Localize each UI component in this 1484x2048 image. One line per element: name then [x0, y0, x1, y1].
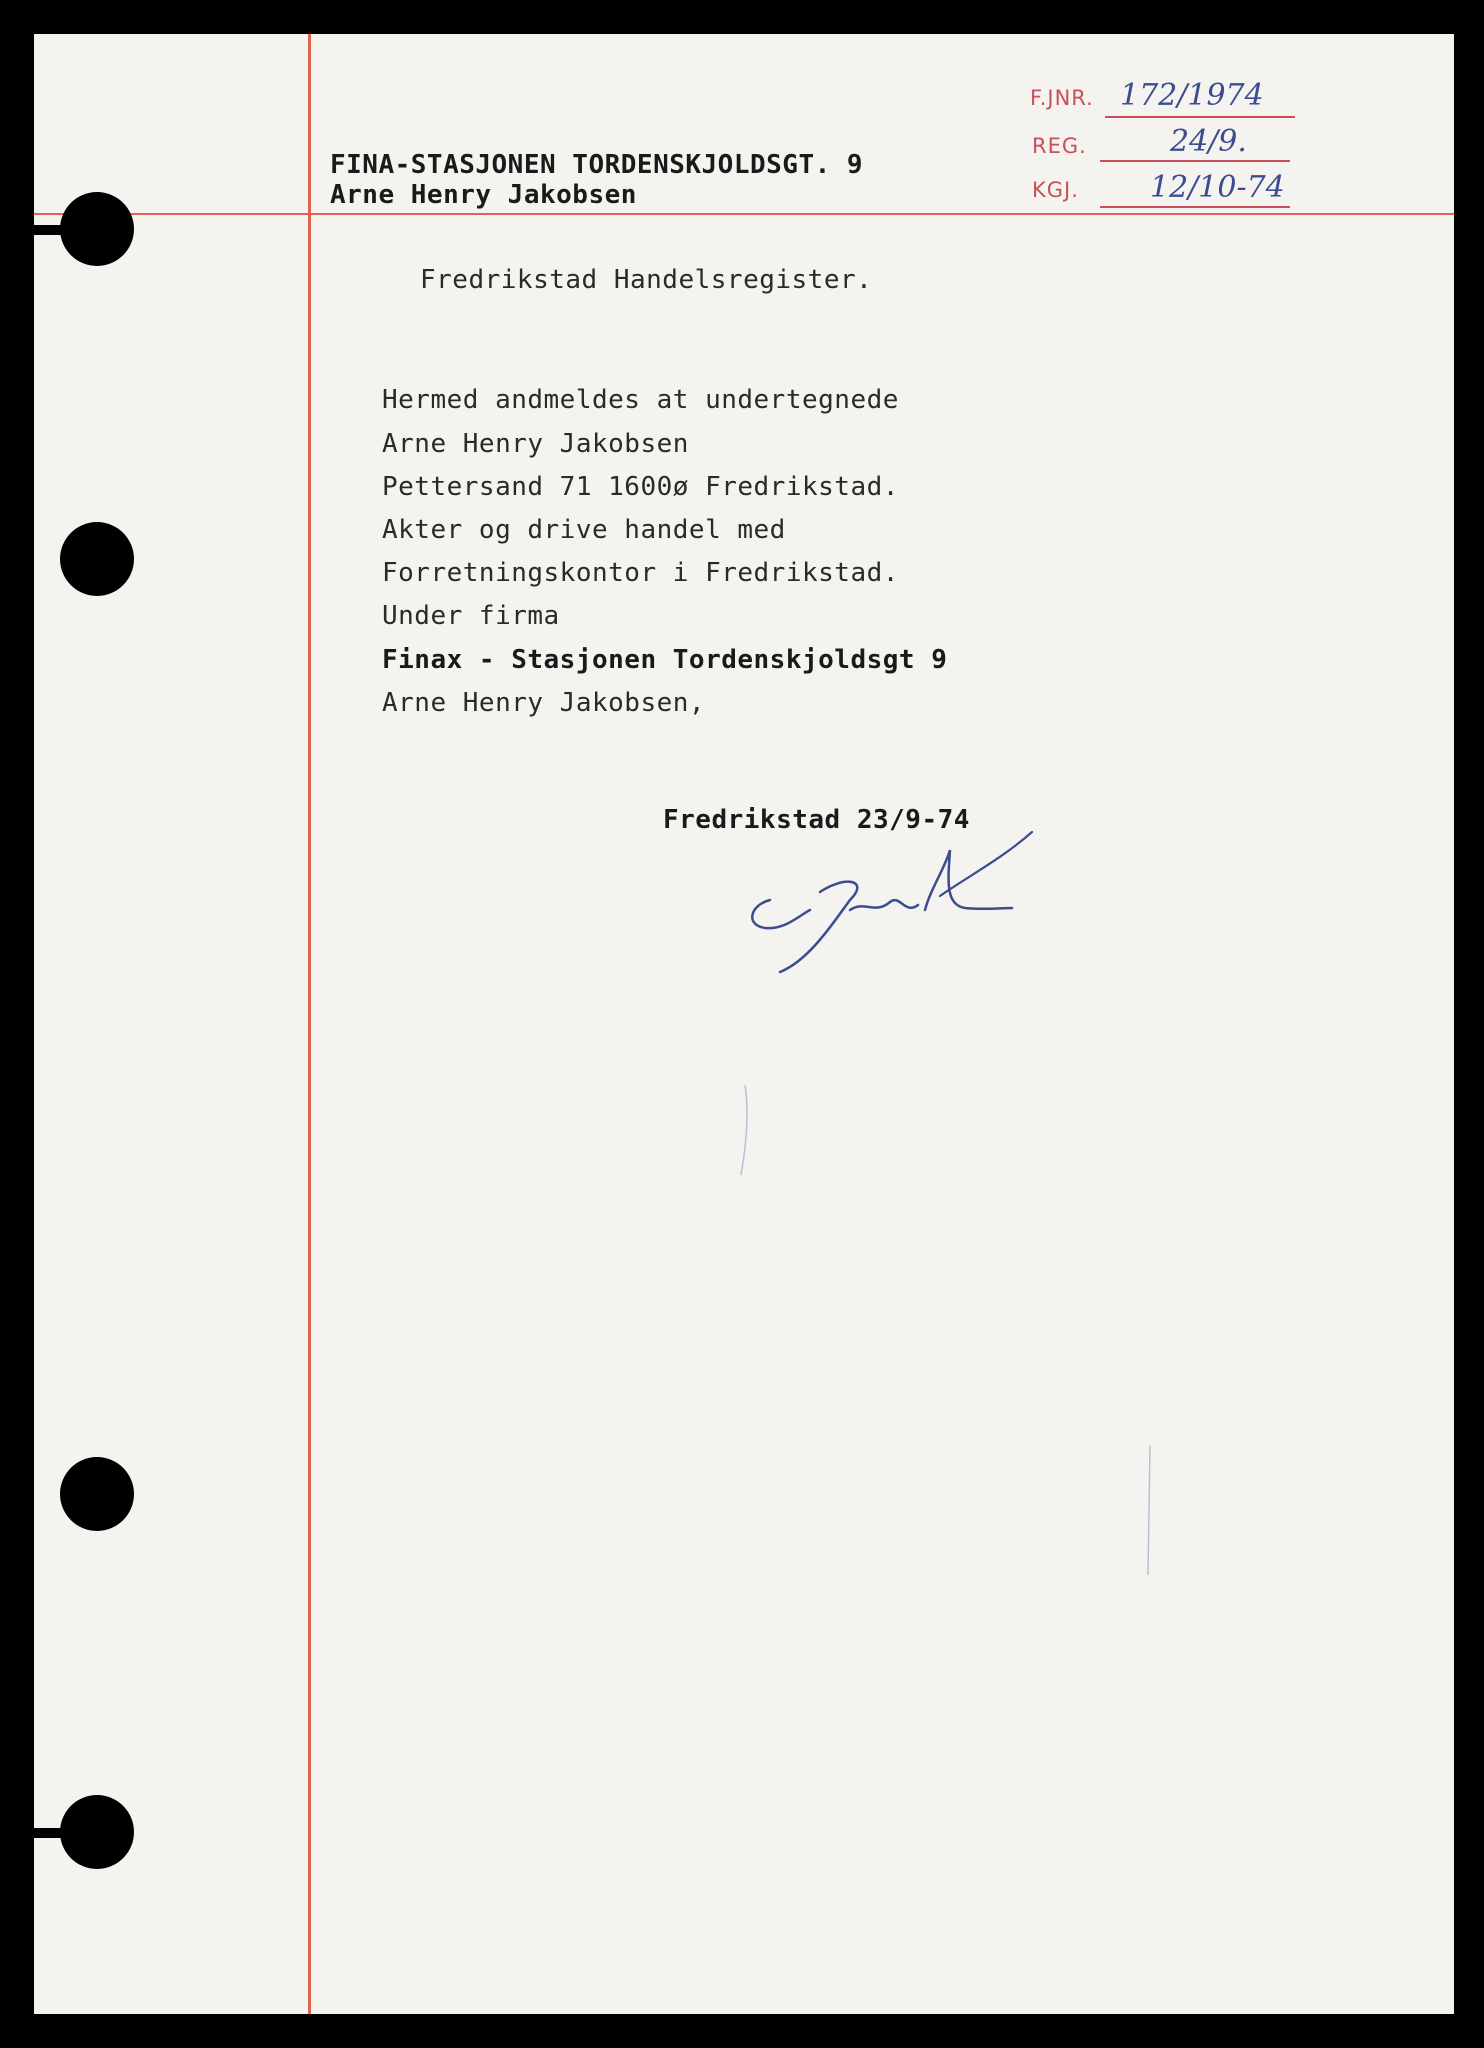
stamp-reg-value: 24/9. [1170, 124, 1247, 159]
addressee-line: Fredrikstad Handelsregister. [420, 265, 873, 295]
stamp-kgj-rule [1100, 206, 1290, 208]
body-line: Arne Henry Jakobsen, [382, 688, 706, 718]
stamp-kgj-value: 12/10-74 [1150, 170, 1285, 205]
ink-stray-mark [735, 1080, 765, 1180]
body-line: Under firma [382, 601, 560, 631]
stamp-kgj-label: KGJ. [1032, 178, 1079, 202]
body-line: Pettersand 71 1600ø Fredrikstad. [382, 472, 899, 502]
body-line: Arne Henry Jakobsen [382, 429, 689, 459]
body-line: Hermed andmeldes at undertegnede [382, 385, 899, 415]
punch-hole-tab-4 [34, 1828, 74, 1838]
stamp-reg-rule [1100, 160, 1290, 162]
margin-rule [308, 34, 311, 2014]
stamp-reg-label: REG. [1032, 134, 1087, 158]
header-firm-name: FINA-STASJONEN TORDENSKJOLDSGT. 9 [330, 150, 864, 180]
handwritten-signature [740, 820, 1040, 980]
header-rule [34, 213, 1454, 215]
punch-hole-tab-1 [34, 225, 74, 235]
stamp-fjnr-label: F.JNR. [1030, 86, 1094, 110]
stamp-fjnr-rule [1105, 116, 1295, 118]
punch-hole-2 [60, 522, 134, 596]
stamp-fjnr-value: 172/1974 [1120, 78, 1264, 113]
header-owner-name: Arne Henry Jakobsen [330, 180, 637, 210]
body-line: Finax - Stasjonen Tordenskjoldsgt 9 [382, 645, 948, 675]
body-line: Forretningskontor i Fredrikstad. [382, 558, 899, 588]
place-date-line: Fredrikstad 23/9-74 [663, 805, 970, 835]
punch-hole-3 [60, 1457, 134, 1531]
body-line: Akter og drive handel med [382, 515, 786, 545]
ink-stray-mark [1140, 1440, 1160, 1580]
document-page [34, 34, 1454, 2014]
